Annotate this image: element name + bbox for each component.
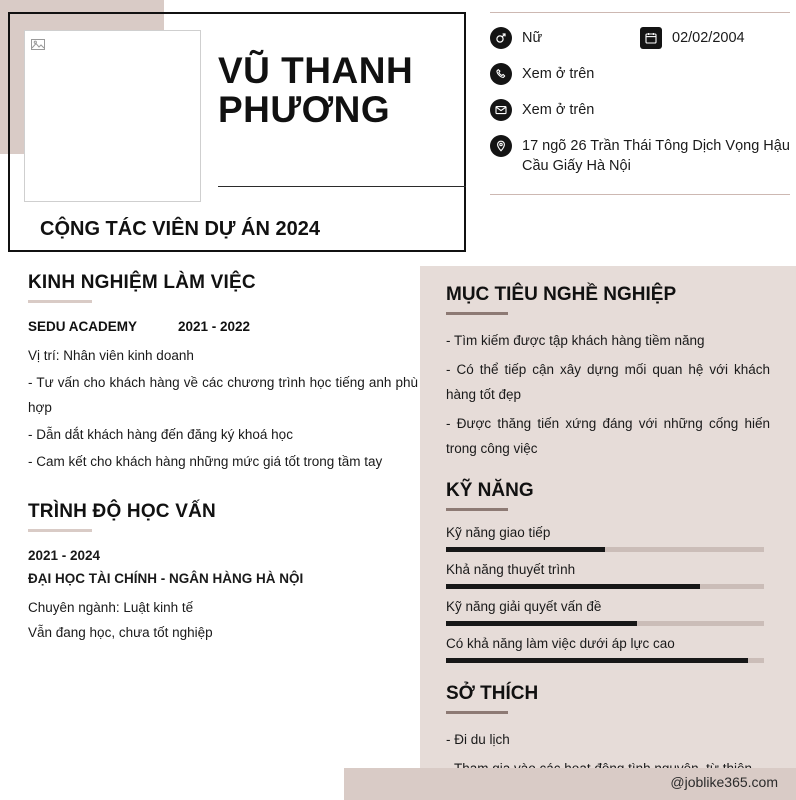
objective-section [446,284,770,462]
skill-label-3: Kỹ năng giải quyết vấn đề [446,598,602,614]
skill-item [446,525,770,552]
skill-bar-track-4 [446,658,764,663]
interests-section [446,683,770,782]
footer-watermark: @joblike365.com [670,774,778,790]
contact-gender-value: Nữ [522,30,543,46]
column-spacer [28,477,418,501]
gender-icon [490,27,512,49]
calendar-icon [640,27,662,49]
contact-address [490,135,790,176]
experience-company: SEDU ACADEMY [28,319,138,334]
contact-address-value: 17 ngõ 26 Trần Thái Tông Dịch Vọng Hậu Cầu Giấy Hà Nội [522,138,790,174]
contact-birthday [640,27,790,49]
location-pin-icon [490,135,512,157]
contact-email [490,99,790,121]
candidate-name [218,52,468,130]
interests-item-1: - Đi du lịch [446,731,510,747]
skill-bar-fill-4 [446,658,748,663]
education-major: Chuyên ngành: Luật kinh tế [28,599,194,615]
right-spacer-2 [446,673,770,683]
skill-label-4: Có khả năng làm việc dưới áp lực cao [446,635,675,651]
objective-title: MỤC TIÊU NGHỀ NGHIỆP [446,284,677,305]
contact-panel [490,12,790,195]
skills-section [446,480,770,663]
name-line-2: PHƯƠNG [218,88,391,130]
skill-bar-fill-2 [446,584,700,589]
experience-title: KINH NGHIỆM LÀM VIỆC [28,272,256,293]
experience-bullet-3: - Cam kết cho khách hàng những mức giá tốt trong tầm tay [28,453,383,469]
contact-phone [490,63,790,85]
contact-bottom-rule [490,194,790,195]
name-line-1: VŨ THANH [218,50,414,91]
objective-bullet-2: - Có thể tiếp cận xây dựng mối quan hệ với khách hàng tốt đẹp [446,361,770,402]
mail-icon [490,99,512,121]
skill-item [446,636,770,663]
objective-underline [446,312,508,315]
experience-underline [28,300,92,303]
skill-bar-track-2 [446,584,764,589]
education-school: ĐẠI HỌC TÀI CHÍNH - NGÂN HÀNG HÀ NỘI [28,570,304,586]
skill-bar-fill-3 [446,621,637,626]
contact-phone-value: Xem ở trên [522,66,595,82]
education-period: 2021 - 2024 [28,547,101,563]
contact-row-gender-birthday [490,27,790,49]
experience-section [28,272,418,475]
skill-label-1: Kỹ năng giao tiếp [446,524,551,540]
experience-period: 2021 - 2022 [178,319,251,334]
skill-item [446,599,770,626]
education-underline [28,529,92,532]
experience-company-row [28,319,418,334]
phone-icon [490,63,512,85]
left-column [28,272,418,646]
objective-bullet-1: - Tìm kiếm được tập khách hàng tiềm năng [446,333,705,348]
skills-title: KỸ NĂNG [446,479,534,501]
education-title: TRÌNH ĐỘ HỌC VẤN [28,500,216,522]
skill-bar-track-3 [446,621,764,626]
skill-bar-fill-1 [446,547,605,552]
name-divider [218,186,466,187]
interests-title: SỞ THÍCH [446,682,539,704]
job-title: CỘNG TÁC VIÊN DỰ ÁN 2024 [40,218,320,240]
contact-birthday-value: 02/02/2004 [672,30,745,46]
contact-email-value: Xem ở trên [522,102,595,118]
skills-underline [446,508,508,511]
contact-gender [490,27,640,49]
experience-bullet-1: - Tư vấn cho khách hàng về các chương trình học tiếng anh phù hợp [28,374,418,415]
experience-bullet-2: - Dẫn dắt khách hàng đến đăng ký khoá học [28,426,293,442]
right-column [420,266,796,800]
skill-item [446,562,770,589]
skill-bar-track-1 [446,547,764,552]
interests-underline [446,711,508,714]
skill-label-2: Khả năng thuyết trình [446,561,576,577]
header-box [8,12,466,252]
right-spacer-1 [446,466,770,480]
experience-position: Vị trí: Nhân viên kinh doanh [28,348,194,363]
objective-bullet-3: - Được thăng tiến xứng đáng với những cống hiến trong công việc [446,415,770,456]
education-section [28,501,418,646]
education-status: Vẫn đang học, chưa tốt nghiệp [28,625,213,641]
